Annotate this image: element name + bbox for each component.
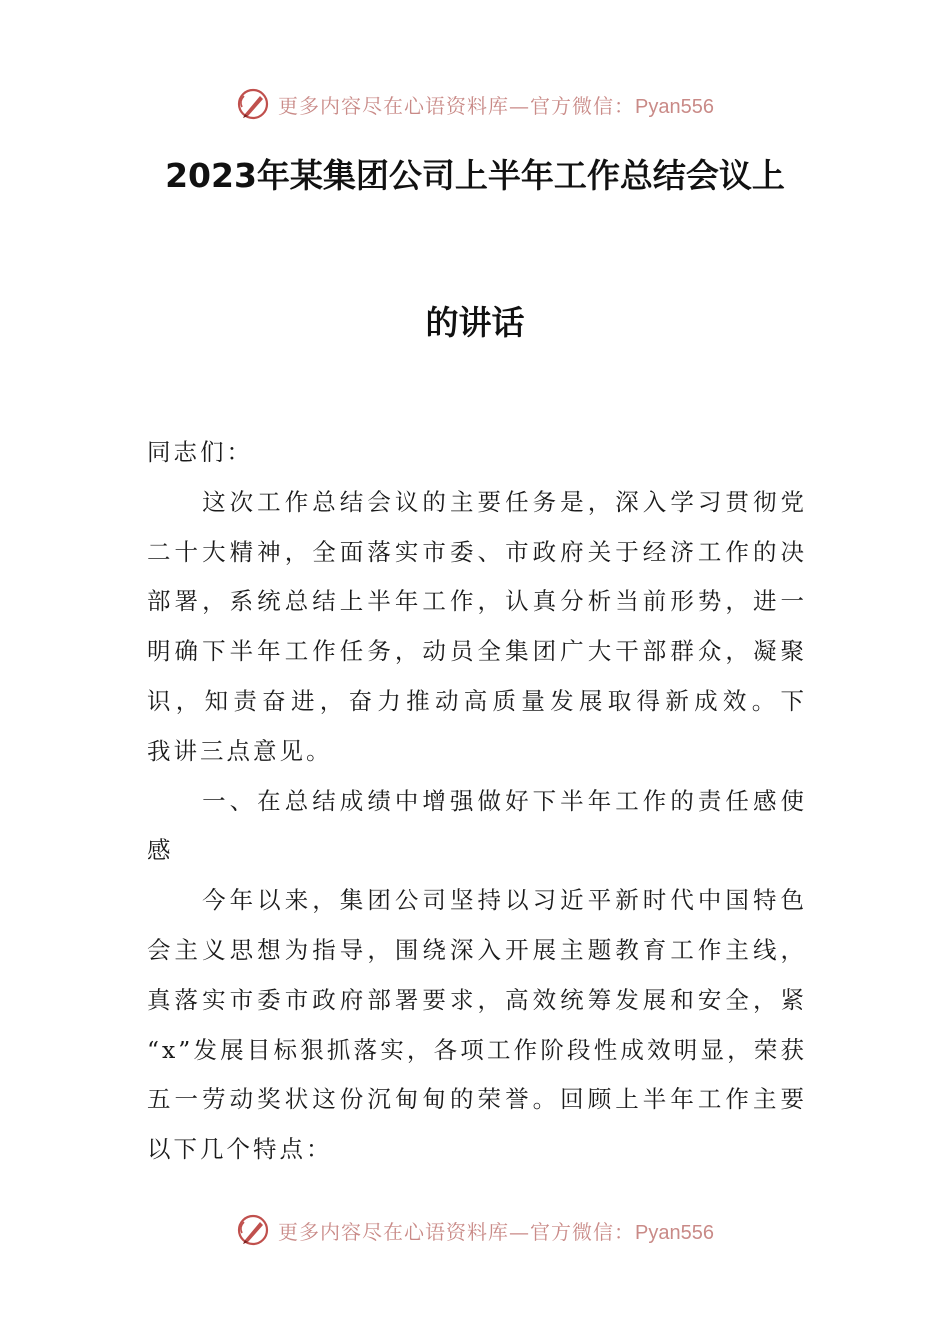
paragraph-line: 识，知责奋进，奋力推动高质量发展取得新成效。下 [147,686,807,715]
paragraph-line: 二十大精神，全面落实市委、市政府关于经济工作的决 [147,537,807,566]
paragraph-line: 真落实市委市政府部署要求，高效统筹发展和安全，紧 [147,985,807,1014]
paragraph-line: 我讲三点意见。 [147,736,333,765]
paragraph-line: 五一劳动奖状这份沉甸甸的荣誉。回顾上半年工作主要 [147,1085,807,1114]
watermark-wechat-id: Pyan556 [635,1221,714,1244]
paragraph-line: 这次工作总结会议的主要任务是，深入学习贯彻党 [202,487,807,516]
paragraph-line: “x”发展目标狠抓落实，各项工作阶段性成效明显，荣获 [147,1035,807,1064]
paragraph-line: 会主义思想为指导，围绕深入开展主题教育工作主线， [147,935,807,964]
pen-logo-icon [236,87,270,121]
section-heading-line: 感 [147,836,174,865]
speech-body [147,428,807,1175]
document-title-line-2: 的讲话 [425,303,525,342]
section-heading-line: 一、在总结成绩中增强做好下半年工作的责任感使 [202,786,807,815]
watermark-text: 更多内容尽在心语资料库—官方微信： [278,93,636,118]
pen-logo-icon [236,1213,270,1247]
paragraph-line: 部署，系统总结上半年工作，认真分析当前形势，进一 [147,587,807,616]
paragraph-line: 以下几个特点： [147,1135,333,1164]
watermark-footer [0,1210,950,1250]
watermark-header [0,84,950,124]
paragraph-line: 今年以来，集团公司坚持以习近平新时代中国特色 [202,886,807,915]
salutation: 同志们： [147,438,253,466]
document-title-line-1: 2023年某集团公司上半年工作总结会议上 [165,156,785,195]
watermark-text: 更多内容尽在心语资料库—官方微信： [278,1219,636,1244]
watermark-wechat-id: Pyan556 [635,95,714,118]
paragraph-line: 明确下半年工作任务，动员全集团广大干部群众，凝聚 [147,637,807,666]
